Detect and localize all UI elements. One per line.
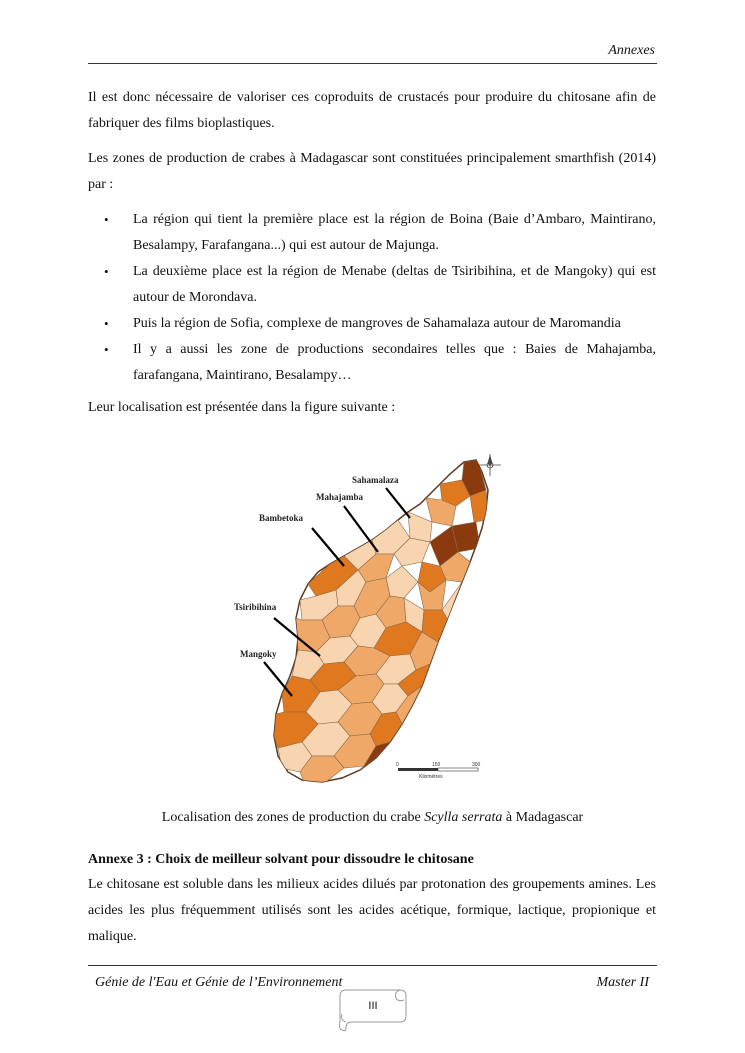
bullet-icon: •: [104, 342, 109, 357]
scale-zero: 0: [396, 762, 399, 768]
pointer-mangoky: [264, 662, 292, 696]
paragraph-1: Il est donc nécessaire de valoriser ces coproduits de crustacés pour produire du chitosane afin de fabriquer des films bioplastiques.: [88, 90, 656, 131]
scale-max: 300: [472, 762, 481, 768]
list-item: [88, 259, 656, 311]
footer-degree: Master II: [596, 975, 649, 990]
main-content: [88, 85, 656, 430]
annex-section: [88, 848, 656, 950]
list-item-text: Il y a aussi les zone de productions secondaires telles que : Baies de Mahajamba, farafangana, Maintirano, Besalampy…: [133, 342, 656, 383]
header-rule: [88, 63, 657, 64]
header-title: Annexes: [608, 43, 655, 58]
bullet-icon: •: [104, 316, 109, 331]
paragraph-3: Leur localisation est présentée dans la figure suivante :: [88, 400, 396, 415]
annex-paragraph: Le chitosane est soluble dans les milieux acides dilués par protonation des groupements amines. Les acides les plus fréquemment utilisés sont les acides acétique, formique, lactique, propionique et malique.: [88, 877, 656, 944]
caption-suffix: à Madagascar: [502, 810, 584, 825]
label-mahajamba: Mahajamba: [316, 492, 363, 502]
production-zones-list: [88, 207, 656, 389]
label-tsiribihina: Tsiribihina: [234, 602, 277, 612]
list-item-text: La région qui tient la première place est la région de Boina (Baie d’Ambaro, Maintirano, Besalampy, Farafangana...) qui est autour de Majunga.: [133, 212, 656, 253]
annex-title: Annexe 3 : Choix de meilleur solvant pour dissoudre le chitosane: [88, 852, 474, 867]
list-item: [88, 337, 656, 389]
bullet-icon: •: [104, 212, 109, 227]
footer-rule: [88, 965, 657, 966]
label-mangoky: Mangoky: [240, 649, 277, 659]
paragraph-2: Les zones de production de crabes à Madagascar sont constituées principalement smarthfish (2014) par :: [88, 151, 656, 192]
list-item-text: La deuxième place est la région de Menabe (deltas de Tsiribihina, et de Mangoky) qui est autour de Morondava.: [133, 264, 656, 305]
list-item-text: Puis la région de Sofia, complexe de mangroves de Sahamalaza autour de Maromandia: [133, 316, 621, 331]
caption-species: Scylla serrata: [424, 810, 503, 825]
scale-unit: Kilomètres: [419, 774, 443, 780]
pointer-mahajamba: [344, 506, 378, 552]
label-bambetoka: Bambetoka: [259, 513, 304, 523]
bullet-icon: •: [104, 264, 109, 279]
scale-bar: [396, 762, 481, 780]
pointer-sahamalaza: [386, 488, 410, 518]
caption-text: Localisation des zones de production du crabe: [161, 810, 425, 825]
pointer-bambetoka: [312, 528, 344, 566]
label-sahamalaza: Sahamalaza: [352, 475, 399, 485]
scale-mid: 150: [432, 762, 441, 768]
list-item: [88, 311, 656, 337]
madagascar-map-figure: [226, 450, 516, 790]
page-number: III: [368, 1000, 378, 1012]
list-item: [88, 207, 656, 259]
figure-caption: [0, 810, 745, 826]
footer-department: Génie de l'Eau et Génie de l’Environnement: [95, 975, 343, 990]
madagascar-map: [226, 450, 516, 790]
